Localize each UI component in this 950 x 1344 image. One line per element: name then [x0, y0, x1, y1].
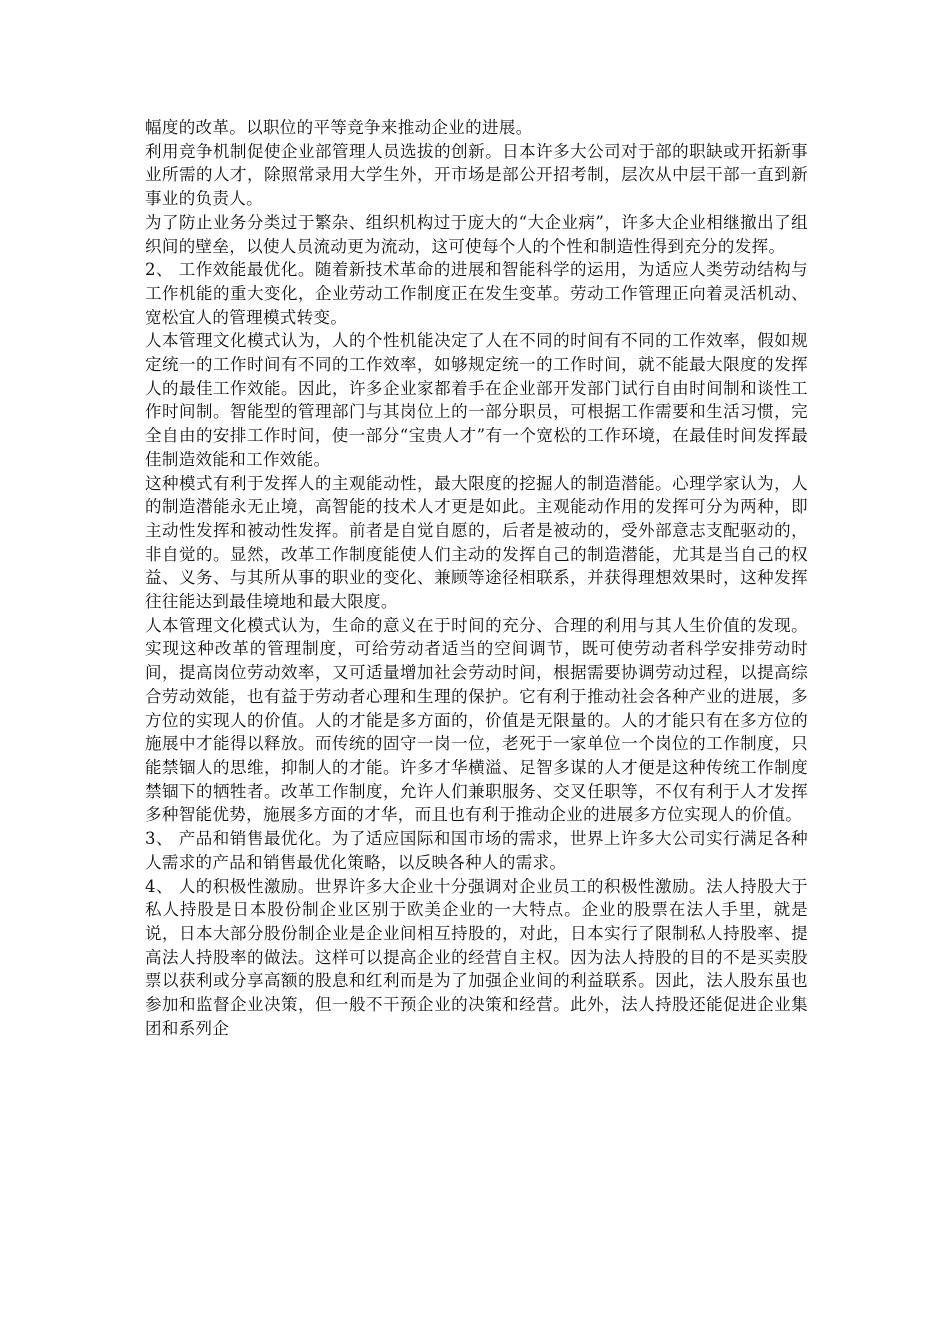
- paragraph: 这种模式有利于发挥人的主观能动性，最大限度的挖掘人的制造潜能。心理学家认为，人的制造潜能永无止境，高智能的技术人才更是如此。主观能动作用的发挥可分为两种，即主动性发挥和被动性发挥。前者是自觉自愿的，后者是被动的，受外部意志支配驱动的，非自觉的。显然，改革工作制度能使人们主动的发挥自己的制造潜能，尤其是当自己的权益、义务、与其所从事的职业的变化、兼顾等途径相联系，并获得理想效果时，这种发挥往往能达到最佳境地和最大限度。: [145, 473, 808, 612]
- paragraph: 人本管理文化模式认为，人的个性机能决定了人在不同的时间有不同的工作效率，假如规定统一的工作时间有不同的工作效率，如够规定统一的工作时间，就不能最大限度的发挥人的最佳工作效能。因此，许多企业家都着手在企业部开发部门试行自由时间制和谈性工作时间制。智能型的管理部门与其岗位上的一部分职员，可根据工作需要和生活习惯，完全自由的安排工作时间，使一部分“宝贵人才”有一个宽松的工作环境，在最佳时间发挥最佳制造效能和工作效能。: [145, 331, 808, 469]
- paragraph: 2、 工作效能最优化。随着新技术革命的进展和智能科学的运用，为适应人类劳动结构与工作机能的重大变化，企业劳动工作制度正在发生变革。劳动工作管理正向着灵活机动、宽松宜人的管理模式转变。: [145, 260, 808, 327]
- paragraph: 4、 人的积极性激励。世界许多大企业十分强调对企业员工的积极性激励。法人持股大于私人持股是日本股份制企业区别于欧美企业的一大特点。企业的股票在法人手里，就是说，日本大部分股份制企业是企业间相互持股的，对此，日本实行了限制私人持股率、提高法人持股率的做法。这样可以提高企业的经营自主权。因为法人持股的目的不是买卖股票以获利或分享高额的股息和红利而是为了加强企业间的利益联系。因此，法人股东虽也参加和监督企业决策，但一般不干预企业的决策和经营。此外，法人持股还能促进企业集团和系列企: [145, 876, 808, 1038]
- paragraph: 为了防止业务分类过于繁杂、组织机构过于庞大的“大企业病”，许多大企业相继撤出了组织间的壁垒，以使人员流动更为流动，这可使每个人的个性和制造性得到充分的发挥。: [145, 212, 808, 256]
- paragraph: 幅度的改革。以职位的平等竞争来推动企业的进展。: [145, 118, 533, 137]
- paragraph: 利用竞争机制促使企业部管理人员选拔的创新。日本许多大公司对于部的职缺或开拓新事业所需的人才，除照常录用大学生外，开市场是部公开招考制，层次从中层干部一直到新事业的负责人。: [145, 141, 808, 209]
- paragraph: 3、 产品和销售最优化。为了适应国际和国市场的需求，世界上许多大公司实行满足各种人需求的产品和销售最优化策略，以反映各种人的需求。: [145, 829, 808, 872]
- paragraph: 人本管理文化模式认为，生命的意义在于时间的充分、合理的利用与其人生价值的发现。实现这种改革的管理制度，可给劳动者适当的空间调节，既可使劳动者科学安排劳动时间，提高岗位劳动效率，又可适量增加社会劳动时间，根据需要协调劳动过程，以提高综合劳动效能，也有益于劳动者心理和生理的保护。它有利于推动社会各种产业的进展，多方位的实现人的价值。人的才能是多方面的，价值是无限量的。人的才能只有在多方位的施展中才能得以释放。而传统的固守一岗一位，老死于一家单位一个岗位的工作制度，只能禁锢人的思维，抑制人的才能。许多才华横溢、足智多谋的人才便是这种传统工作制度禁锢下的牺牲者。改革工作制度，允许人们兼职服务、交叉任职等，不仅有利于人才发挥多种智能优势，施展多方面的才华，而且也有利于推动企业的进展多方位实现人的价值。: [145, 615, 808, 825]
- document-body: [145, 116, 808, 1040]
